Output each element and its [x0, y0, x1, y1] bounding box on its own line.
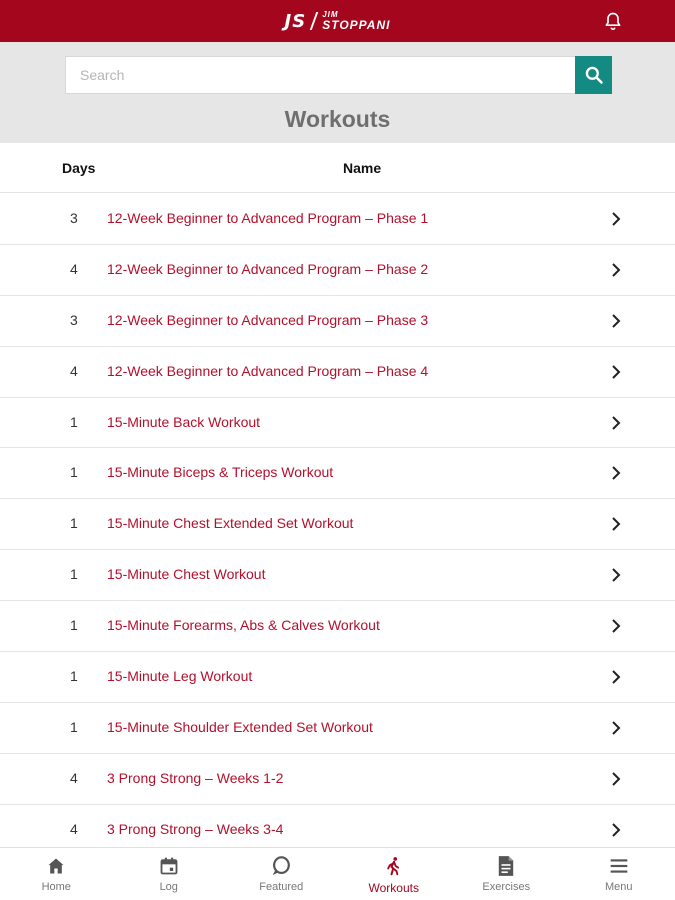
workout-name[interactable]: 12-Week Beginner to Advanced Program – Phase 3: [107, 311, 429, 328]
workout-name[interactable]: 15-Minute Chest Extended Set Workout: [107, 515, 354, 532]
table-row[interactable]: [0, 601, 675, 652]
document-icon: [495, 855, 517, 877]
nav-home[interactable]: [0, 848, 113, 900]
nav-featured[interactable]: [225, 848, 338, 900]
nav-label: Log: [159, 881, 178, 893]
nav-label: Exercises: [482, 881, 531, 893]
workout-days: 1: [70, 464, 78, 481]
workout-days: 1: [70, 668, 78, 685]
workout-days: 1: [70, 617, 78, 634]
page-title: Workouts: [284, 106, 391, 132]
table-row[interactable]: [0, 448, 675, 499]
logo-divider: [310, 12, 319, 30]
chevron-right-icon[interactable]: [610, 669, 622, 685]
hamburger-menu-icon: [608, 855, 630, 877]
workout-days: 4: [70, 260, 78, 277]
workout-days: 1: [70, 566, 78, 583]
chevron-right-icon[interactable]: [610, 262, 622, 278]
workout-days: 3: [70, 311, 78, 328]
workout-name[interactable]: 3 Prong Strong – Weeks 3-4: [107, 820, 284, 837]
nav-log[interactable]: [113, 848, 226, 900]
search-icon: [584, 65, 604, 85]
chevron-right-icon[interactable]: [610, 720, 622, 736]
workout-days: 3: [70, 210, 78, 226]
chevron-right-icon[interactable]: [610, 822, 622, 838]
workout-days: 1: [70, 413, 78, 430]
workout-name[interactable]: 12-Week Beginner to Advanced Program – Phase 1: [107, 210, 429, 226]
chevron-right-icon[interactable]: [610, 313, 622, 329]
workout-days: 4: [70, 820, 78, 837]
top-bar: [0, 0, 675, 42]
workout-name[interactable]: 12-Week Beginner to Advanced Program – Phase 2: [107, 260, 429, 277]
search-box: [65, 56, 612, 94]
table-row[interactable]: [0, 550, 675, 601]
featured-icon: [270, 855, 292, 877]
logo-first-name: JIM: [322, 10, 339, 19]
bell-icon[interactable]: [603, 11, 623, 31]
chevron-right-icon[interactable]: [610, 618, 622, 634]
workout-days: 1: [70, 515, 78, 532]
calendar-icon: [158, 855, 180, 877]
table-row[interactable]: [0, 499, 675, 550]
table-row[interactable]: [0, 245, 675, 296]
walking-person-icon: [383, 855, 405, 877]
workout-name[interactable]: 15-Minute Chest Workout: [107, 566, 266, 583]
days-column-header: Days: [62, 160, 96, 176]
workout-days: 4: [70, 769, 78, 786]
workout-days: 1: [70, 718, 78, 735]
chevron-right-icon[interactable]: [610, 415, 622, 431]
workout-name[interactable]: 3 Prong Strong – Weeks 1-2: [107, 769, 284, 786]
nav-label: Home: [41, 881, 71, 893]
logo-name: [322, 11, 390, 31]
workout-name[interactable]: 12-Week Beginner to Advanced Program – Phase 4: [107, 362, 429, 379]
nav-workouts[interactable]: [338, 848, 451, 900]
search-input[interactable]: [66, 57, 576, 93]
chevron-right-icon[interactable]: [610, 364, 622, 380]
nav-label: Menu: [604, 881, 633, 893]
nav-label: Workouts: [368, 881, 419, 895]
table-row[interactable]: [0, 652, 675, 703]
logo-last-name: STOPPANI: [322, 18, 391, 32]
table-row[interactable]: [0, 347, 675, 398]
table-header: [0, 143, 675, 193]
nav-exercises[interactable]: [450, 848, 563, 900]
workout-name[interactable]: 15-Minute Shoulder Extended Set Workout: [107, 718, 373, 735]
workout-name[interactable]: 15-Minute Leg Workout: [107, 668, 253, 685]
chevron-right-icon[interactable]: [610, 465, 622, 481]
workout-name[interactable]: 15-Minute Biceps & Triceps Workout: [107, 464, 334, 481]
table-row[interactable]: [0, 703, 675, 754]
workout-list: [0, 194, 675, 856]
nav-label: Featured: [259, 881, 304, 893]
bottom-navigation: [0, 847, 675, 900]
table-row[interactable]: [0, 398, 675, 449]
workout-name[interactable]: 15-Minute Forearms, Abs & Calves Workout: [107, 617, 380, 634]
home-icon: [45, 855, 67, 877]
chevron-right-icon[interactable]: [610, 771, 622, 787]
table-row[interactable]: [0, 296, 675, 347]
search-button[interactable]: [575, 56, 612, 94]
chevron-right-icon[interactable]: [610, 567, 622, 583]
search-section: [0, 42, 675, 143]
nav-menu[interactable]: [563, 848, 675, 900]
workout-days: 4: [70, 362, 78, 379]
chevron-right-icon[interactable]: [610, 211, 622, 227]
logo-initials: JS: [284, 10, 307, 32]
table-row[interactable]: [0, 194, 675, 245]
chevron-right-icon[interactable]: [610, 516, 622, 532]
name-column-header: Name: [343, 160, 382, 176]
app-logo[interactable]: [285, 11, 391, 32]
table-row[interactable]: [0, 754, 675, 805]
workout-name[interactable]: 15-Minute Back Workout: [107, 413, 261, 430]
